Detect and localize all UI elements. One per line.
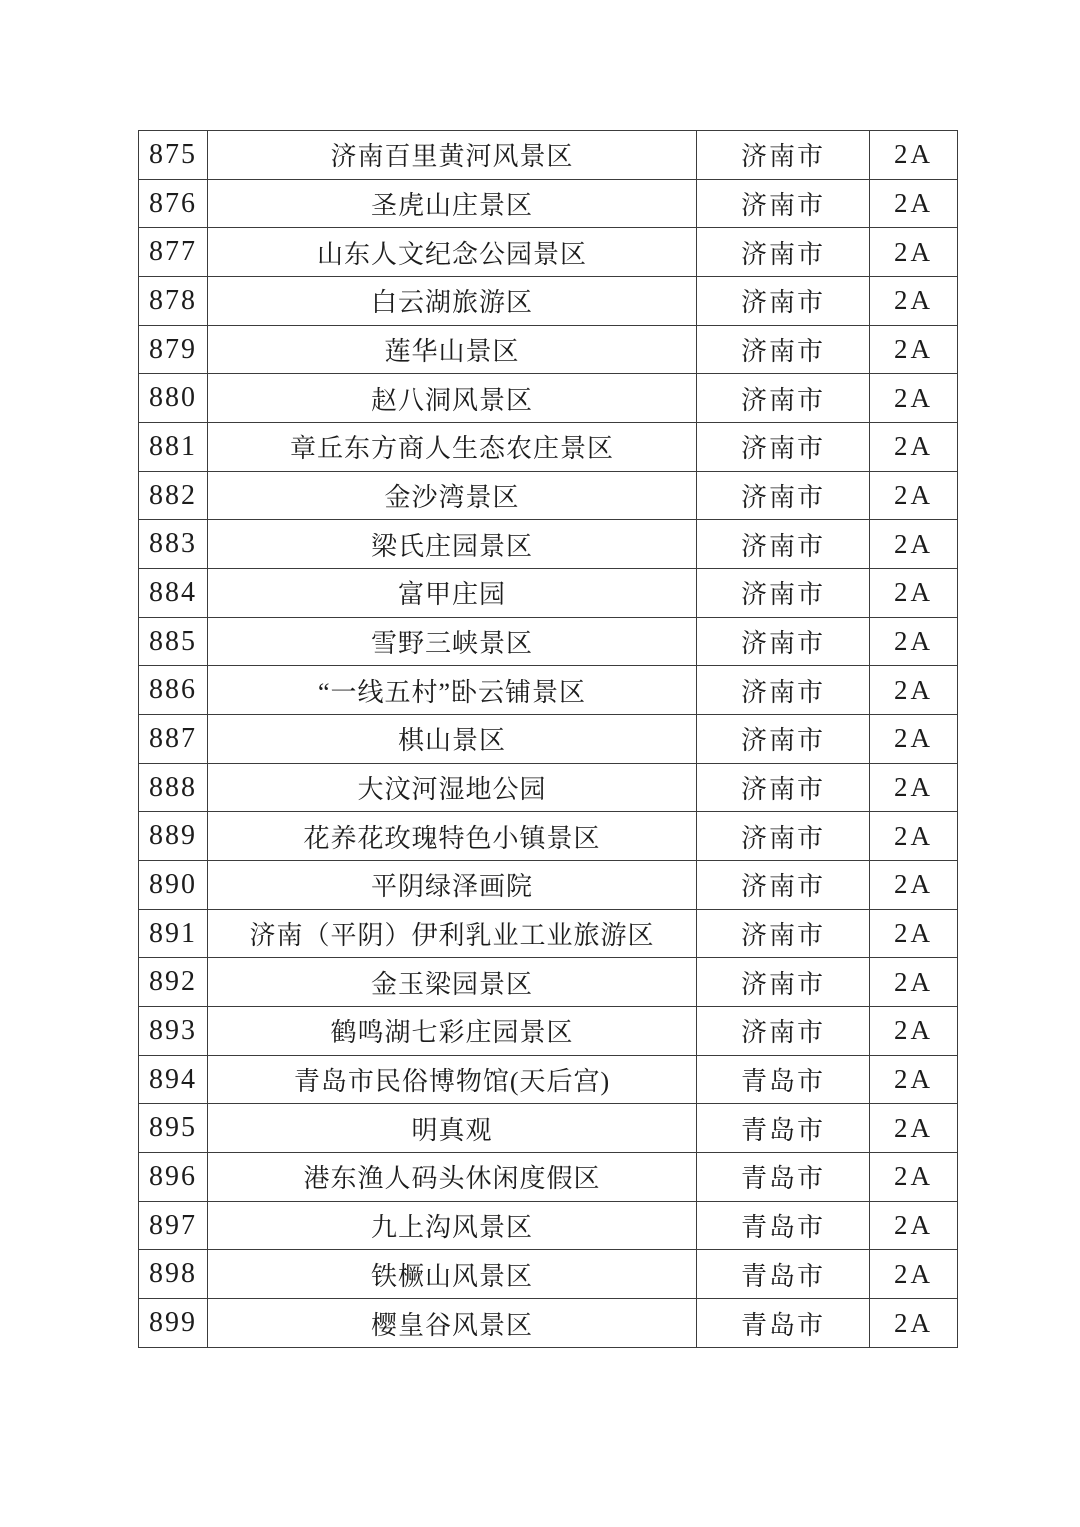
cell-index: 893 (139, 1007, 208, 1056)
cell-scenic-area-name: 金玉梁园景区 (208, 958, 697, 1007)
cell-index: 875 (139, 131, 208, 180)
cell-grade: 2A (870, 569, 958, 618)
cell-scenic-area-name: 港东渔人码头休闲度假区 (208, 1153, 697, 1202)
cell-index: 884 (139, 569, 208, 618)
table-row (139, 958, 958, 1007)
table-row (139, 812, 958, 861)
table-row (139, 1201, 958, 1250)
cell-city: 济南市 (697, 1007, 870, 1056)
cell-grade: 2A (870, 812, 958, 861)
cell-index: 879 (139, 325, 208, 374)
cell-city: 青岛市 (697, 1104, 870, 1153)
cell-index: 885 (139, 617, 208, 666)
cell-city: 济南市 (697, 812, 870, 861)
cell-index: 894 (139, 1055, 208, 1104)
cell-index: 883 (139, 520, 208, 569)
cell-grade: 2A (870, 666, 958, 715)
cell-city: 济南市 (697, 909, 870, 958)
cell-scenic-area-name: 富甲庄园 (208, 569, 697, 618)
cell-scenic-area-name: 明真观 (208, 1104, 697, 1153)
table-row (139, 909, 958, 958)
cell-grade: 2A (870, 471, 958, 520)
table-row (139, 374, 958, 423)
cell-index: 882 (139, 471, 208, 520)
table-row (139, 715, 958, 764)
cell-city: 青岛市 (697, 1201, 870, 1250)
cell-city: 济南市 (697, 861, 870, 910)
cell-grade: 2A (870, 1299, 958, 1348)
cell-city: 青岛市 (697, 1055, 870, 1104)
cell-city: 济南市 (697, 277, 870, 326)
cell-city: 济南市 (697, 179, 870, 228)
table-row (139, 861, 958, 910)
cell-grade: 2A (870, 228, 958, 277)
cell-grade: 2A (870, 1007, 958, 1056)
cell-city: 青岛市 (697, 1250, 870, 1299)
cell-grade: 2A (870, 617, 958, 666)
cell-index: 886 (139, 666, 208, 715)
cell-scenic-area-name: 梁氏庄园景区 (208, 520, 697, 569)
cell-index: 881 (139, 423, 208, 472)
table-row (139, 228, 958, 277)
cell-city: 济南市 (697, 569, 870, 618)
cell-index: 898 (139, 1250, 208, 1299)
cell-scenic-area-name: 棋山景区 (208, 715, 697, 764)
cell-scenic-area-name: 赵八洞风景区 (208, 374, 697, 423)
cell-grade: 2A (870, 374, 958, 423)
table-row (139, 1104, 958, 1153)
cell-scenic-area-name: 青岛市民俗博物馆(天后宫) (208, 1055, 697, 1104)
table-row (139, 1153, 958, 1202)
cell-scenic-area-name: 樱皇谷风景区 (208, 1299, 697, 1348)
table-row (139, 1055, 958, 1104)
cell-index: 889 (139, 812, 208, 861)
cell-grade: 2A (870, 277, 958, 326)
cell-scenic-area-name: 白云湖旅游区 (208, 277, 697, 326)
cell-index: 887 (139, 715, 208, 764)
table-row (139, 763, 958, 812)
cell-index: 892 (139, 958, 208, 1007)
cell-grade: 2A (870, 131, 958, 180)
cell-grade: 2A (870, 1153, 958, 1202)
table-row (139, 617, 958, 666)
cell-scenic-area-name: 鹤鸣湖七彩庄园景区 (208, 1007, 697, 1056)
cell-grade: 2A (870, 1250, 958, 1299)
cell-grade: 2A (870, 325, 958, 374)
cell-grade: 2A (870, 1055, 958, 1104)
cell-scenic-area-name: “一线五村”卧云铺景区 (208, 666, 697, 715)
cell-grade: 2A (870, 958, 958, 1007)
cell-city: 济南市 (697, 666, 870, 715)
table-row (139, 1299, 958, 1348)
cell-index: 899 (139, 1299, 208, 1348)
cell-city: 济南市 (697, 374, 870, 423)
cell-index: 878 (139, 277, 208, 326)
cell-scenic-area-name: 九上沟风景区 (208, 1201, 697, 1250)
table-row (139, 277, 958, 326)
table-row (139, 179, 958, 228)
cell-index: 890 (139, 861, 208, 910)
cell-city: 青岛市 (697, 1299, 870, 1348)
cell-city: 济南市 (697, 228, 870, 277)
cell-grade: 2A (870, 1201, 958, 1250)
cell-city: 青岛市 (697, 1153, 870, 1202)
cell-scenic-area-name: 铁橛山风景区 (208, 1250, 697, 1299)
cell-index: 880 (139, 374, 208, 423)
cell-scenic-area-name: 山东人文纪念公园景区 (208, 228, 697, 277)
table-body (139, 131, 958, 1348)
cell-scenic-area-name: 圣虎山庄景区 (208, 179, 697, 228)
table-row (139, 569, 958, 618)
cell-grade: 2A (870, 763, 958, 812)
cell-grade: 2A (870, 423, 958, 472)
cell-grade: 2A (870, 909, 958, 958)
cell-city: 济南市 (697, 958, 870, 1007)
table-row (139, 520, 958, 569)
cell-city: 济南市 (697, 763, 870, 812)
table-row (139, 131, 958, 180)
cell-scenic-area-name: 花养花玫瑰特色小镇景区 (208, 812, 697, 861)
cell-city: 济南市 (697, 715, 870, 764)
cell-scenic-area-name: 大汶河湿地公园 (208, 763, 697, 812)
cell-grade: 2A (870, 861, 958, 910)
cell-grade: 2A (870, 520, 958, 569)
cell-index: 896 (139, 1153, 208, 1202)
cell-scenic-area-name: 济南（平阴）伊利乳业工业旅游区 (208, 909, 697, 958)
cell-index: 877 (139, 228, 208, 277)
cell-scenic-area-name: 济南百里黄河风景区 (208, 131, 697, 180)
cell-grade: 2A (870, 715, 958, 764)
cell-grade: 2A (870, 179, 958, 228)
table-row (139, 325, 958, 374)
cell-city: 济南市 (697, 325, 870, 374)
cell-grade: 2A (870, 1104, 958, 1153)
table-row (139, 666, 958, 715)
cell-scenic-area-name: 平阴绿泽画院 (208, 861, 697, 910)
cell-scenic-area-name: 金沙湾景区 (208, 471, 697, 520)
table-row (139, 1007, 958, 1056)
cell-index: 897 (139, 1201, 208, 1250)
cell-city: 济南市 (697, 520, 870, 569)
cell-scenic-area-name: 章丘东方商人生态农庄景区 (208, 423, 697, 472)
cell-scenic-area-name: 莲华山景区 (208, 325, 697, 374)
cell-index: 891 (139, 909, 208, 958)
table-row (139, 423, 958, 472)
cell-index: 888 (139, 763, 208, 812)
cell-index: 895 (139, 1104, 208, 1153)
cell-city: 济南市 (697, 131, 870, 180)
scenic-area-table (138, 130, 958, 1348)
cell-city: 济南市 (697, 471, 870, 520)
cell-scenic-area-name: 雪野三峡景区 (208, 617, 697, 666)
table-row (139, 1250, 958, 1299)
cell-index: 876 (139, 179, 208, 228)
cell-city: 济南市 (697, 423, 870, 472)
table-row (139, 471, 958, 520)
cell-city: 济南市 (697, 617, 870, 666)
